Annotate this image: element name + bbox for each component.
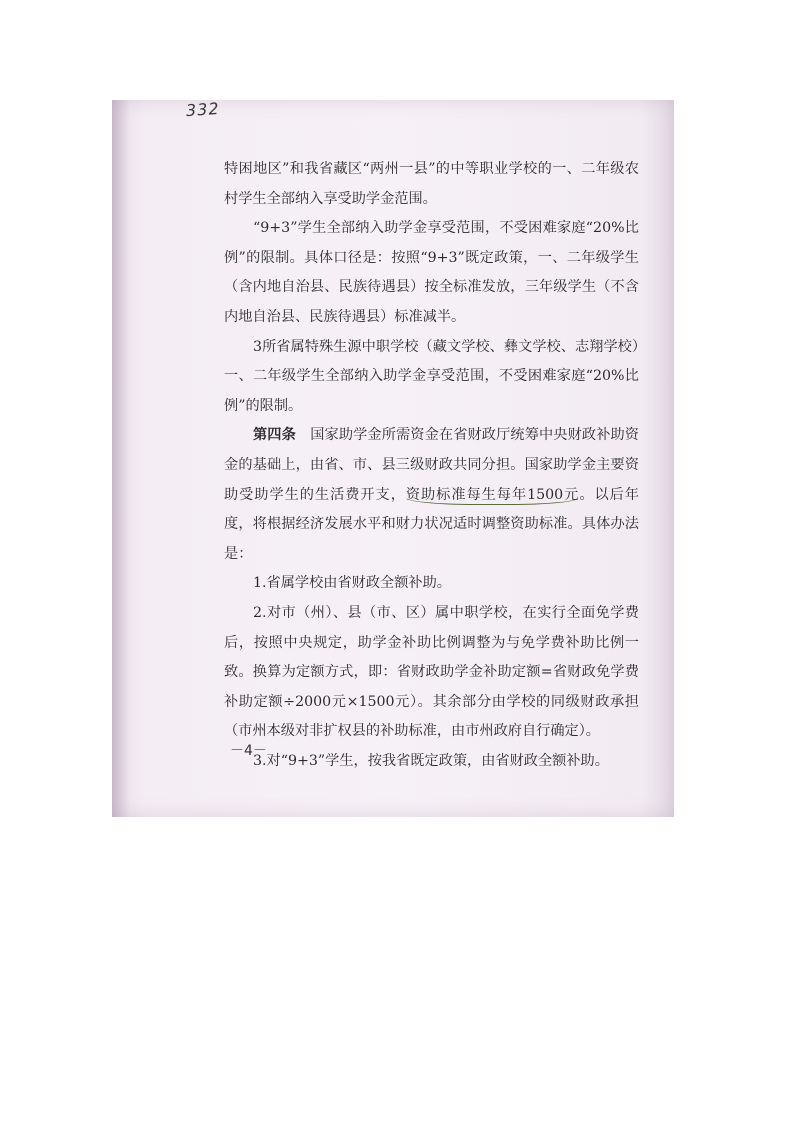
article-4-underlined-text: 资助标准每生每年1500元 xyxy=(405,486,580,503)
page-number: －4－ xyxy=(230,743,267,759)
document-body xyxy=(224,155,639,776)
paragraph-1: 特困地区”和我省藏区“两州一县”的中等职业学校的一、二年级农村学生全部纳入享受助学金范围。 xyxy=(224,161,639,207)
article-4-heading: 第四条 xyxy=(253,427,296,444)
handwritten-note: 332 xyxy=(185,98,221,121)
paragraph-3: 3所省属特殊生源中职学校（藏文学校、彝文学校、志翔学校）一、二年级学生全部纳入助学金享受范围，不受困难家庭“20%比例”的限制。 xyxy=(224,338,639,414)
paragraph-2: “9+3”学生全部纳入助学金享受范围，不受困难家庭“20%比例”的限制。具体口径是：按照“9+3”既定政策，一、二年级学生（含内地自治县、民族待遇县）按全标准发放，三年级学生（不含内地自治县、民族待遇县）标准减半。 xyxy=(224,220,639,325)
item-3: 3.对“9+3”学生，按我省既定政策，由省财政全额补助。 xyxy=(253,752,609,769)
article-4-text-after: 。以后年度，将根据经济发展水平和财力状况适时调整资助标准。具体办法是： xyxy=(224,486,639,562)
item-2: 2.对市（州）、县（市、区）属中职学校，在实行全面免学费后，按照中央规定，助学金补助比例调整为与免学费补助比例一致。换算为定额方式，即：省财政助学金补助定额=省财政免学费补助定额÷2000元×1500元）。其余部分由学校的同级财政承担（市州本级对非扩权县的补助标准，由市州政府自行确定）。 xyxy=(224,604,639,740)
scanned-page xyxy=(112,100,674,817)
article-4-text-before: 国家助学金所需资金在省财政厅统筹中央财政补助资金的基础上，由省、市、县三级财政共同分担。国家助学金主要资助受助学生的生活费开支， xyxy=(224,427,639,503)
article-4-paragraph xyxy=(224,421,639,569)
item-1: 1.省属学校由省财政全额补助。 xyxy=(253,575,451,592)
